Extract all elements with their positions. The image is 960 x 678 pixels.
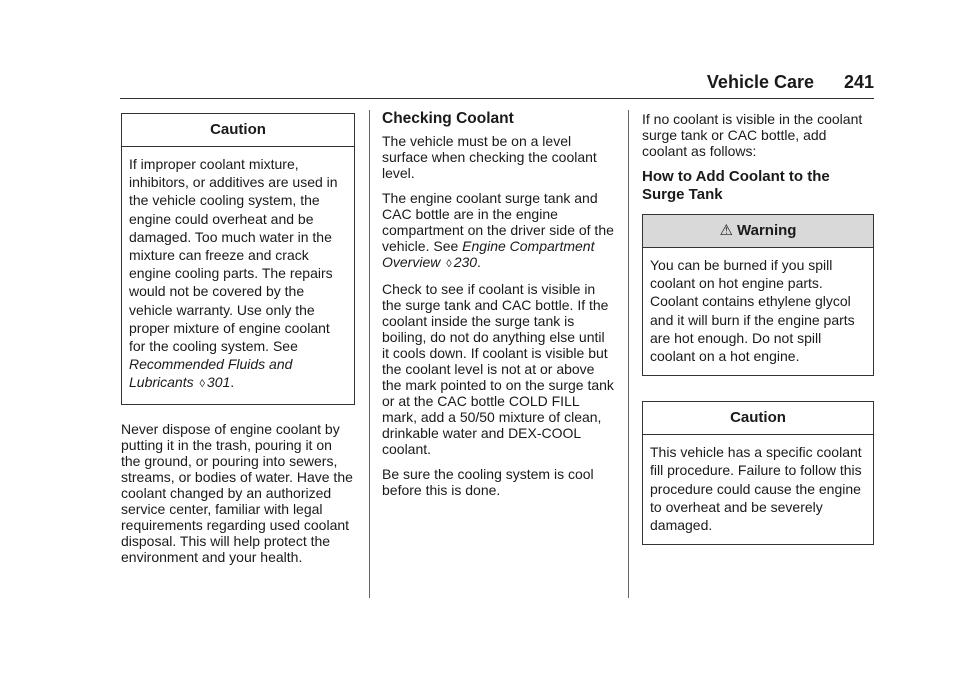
location-text: The engine coolant surge tank and CAC bottle are in the engine compartment on the driver side of the vehicle. See <box>382 190 614 254</box>
engine-compartment-ref-page[interactable]: 230 <box>453 254 478 270</box>
warning-body: You can be burned if you spill coolant on hot engine parts. Coolant contains ethylene glycol and it will burn if the engine parts are hot enough. Do not spill coolant on a hot engine. <box>650 257 855 365</box>
column-divider-1 <box>369 110 370 598</box>
column-divider-2 <box>628 110 629 598</box>
level-paragraph: The vehicle must be on a level surface when checking the coolant level. <box>382 133 597 181</box>
caution-ref-link[interactable]: Recommended Fluids and Lubricants <box>129 356 293 391</box>
page-ref-arrow-icon: ◊ <box>446 258 452 270</box>
caution-title: Caution <box>122 114 354 147</box>
location-paragraph <box>382 190 614 272</box>
location-period: . <box>477 254 481 270</box>
column-3 <box>642 111 874 545</box>
caution-box-2 <box>642 401 874 545</box>
header-rule <box>120 98 874 99</box>
warning-header <box>643 215 873 248</box>
page-number: 241 <box>843 72 874 92</box>
warning-title: Warning <box>737 222 797 239</box>
section-title: Vehicle Care <box>706 72 814 92</box>
add-coolant-intro: If no coolant is visible in the coolant surge tank or CAC bottle, add coolant as follows: <box>642 111 863 159</box>
caution-text: If improper coolant mixture, inhibitors, or additives are used in the vehicle cooling system, the engine could overheat and be damaged. Too much water in the mixture can freeze and crack engine cooling parts. The repairs would not be covered by the vehicle warranty. Use only the proper mixture of engine coolant for the cooling system. See <box>129 156 338 355</box>
checking-coolant-heading: Checking Coolant <box>382 110 514 127</box>
caution-box <box>121 113 355 405</box>
caution-title-2: Caution <box>643 402 873 435</box>
page-ref-arrow-icon: ◊ <box>199 378 205 391</box>
column-1 <box>121 113 355 574</box>
column-2 <box>382 111 614 507</box>
caution-body <box>122 147 354 404</box>
check-paragraph: Check to see if coolant is visible in the surge tank and CAC bottle. If the coolant inside the surge tank is boiling, do not do anything else until it cools down. If coolant is visible but the coolant level is not at or above the mark pointed to on the surge tank or at the CAC bottle COLD FILL mark, add a 50/50 mixture of clean, drinkable water and DEX-COOL coolant. <box>382 281 614 457</box>
caution-ref-page[interactable]: 301 <box>206 374 231 391</box>
warning-triangle-icon: ⚠ <box>719 222 733 239</box>
disposal-paragraph: Never dispose of engine coolant by putting it in the trash, pouring it on the ground, or pouring into sewers, streams, or bodies of water. Have the coolant changed by an authorized service center, familiar with legal requirements regarding used coolant disposal. This will help protect the environment and your health. <box>121 420 353 565</box>
engine-compartment-ref-link[interactable]: Engine Compartment Overview <box>382 238 595 270</box>
cool-first-paragraph: Be sure the cooling system is cool before this is done. <box>382 466 594 498</box>
add-coolant-heading: How to Add Coolant to the Surge Tank <box>642 168 830 203</box>
caution-body-2: This vehicle has a specific coolant fill procedure. Failure to follow this procedure could cause the engine to overheat and be severely damaged. <box>650 444 862 534</box>
caution-period: . <box>230 374 235 391</box>
warning-box <box>642 214 874 376</box>
